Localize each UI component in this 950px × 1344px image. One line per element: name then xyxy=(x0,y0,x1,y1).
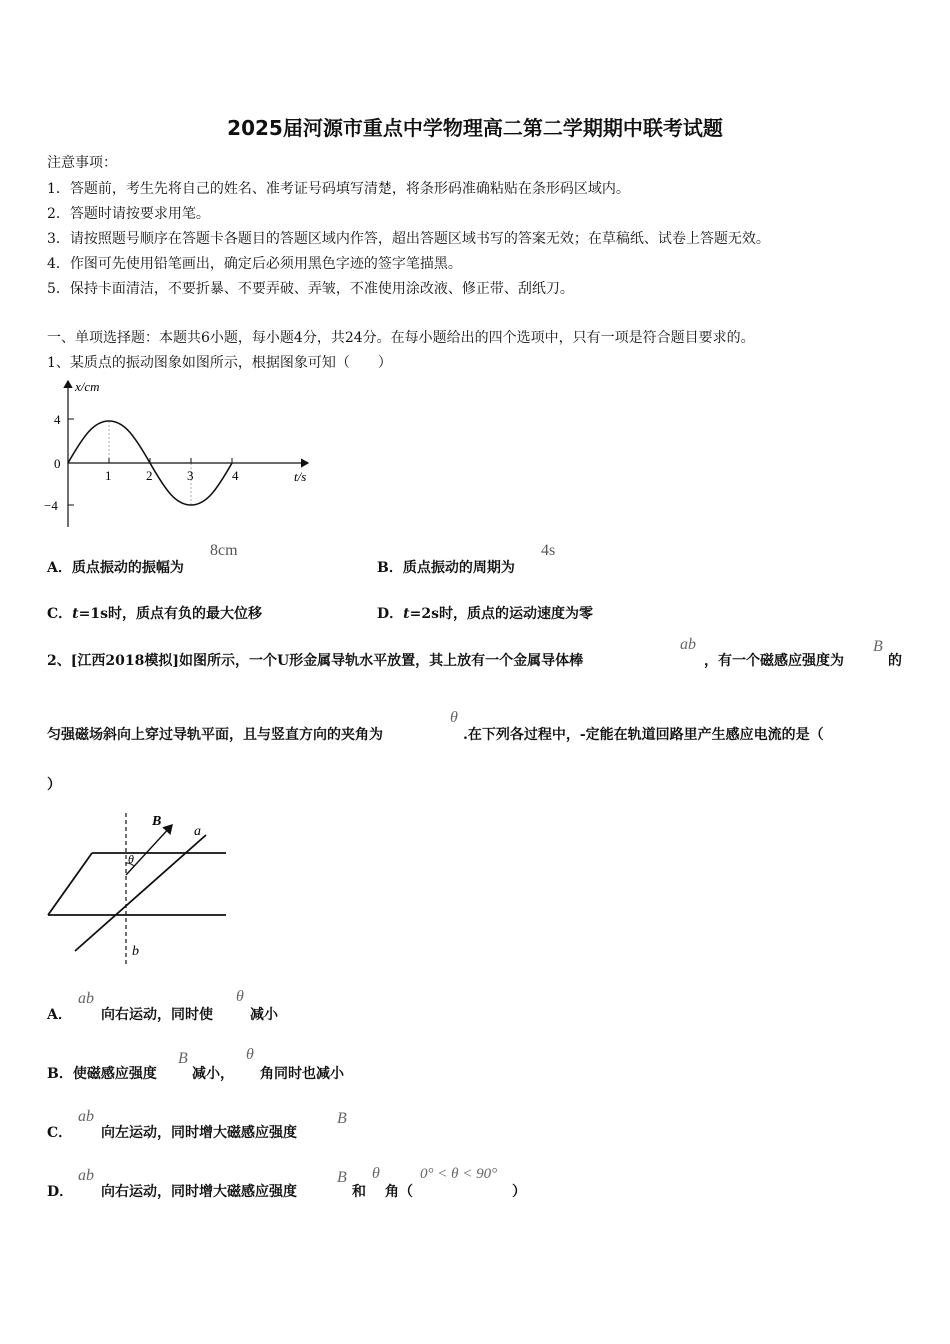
label-a: a xyxy=(194,824,201,839)
origin-label: 0 xyxy=(54,456,61,471)
x-tick-label-3: 3 xyxy=(187,468,194,483)
notice-item-2: 2．答题时请按要求用笔。 xyxy=(47,206,210,222)
page-title: 2025届河源市重点中学物理高二第二学期期中联考试题 xyxy=(227,116,723,140)
q2-option-d-range: 0° < θ < 90° xyxy=(420,1166,498,1182)
y-tick-label-neg4: −4 xyxy=(44,498,58,513)
q2-option-d-text1: 向右运动，同时增大磁感应强度 xyxy=(101,1184,297,1200)
q2-option-c-text1: 向左运动，同时增大磁感应强度 xyxy=(101,1125,297,1141)
q1-option-b: B．质点振动的周期为 xyxy=(377,560,515,576)
q2-stem-line1b: ，有一个磁感应强度为 xyxy=(704,653,844,669)
q2-option-b-theta: θ xyxy=(246,1046,254,1063)
q1-stem: 1、某质点的振动图象如图所示，根据图象可知（ ） xyxy=(47,355,392,371)
q2-sym-b: B xyxy=(873,638,883,655)
q2-option-a-text1: 向右运动，同时使 xyxy=(101,1007,213,1023)
notice-item-1: 1．答题前，考生先将自己的姓名、准考证号码填写清楚，将条形码准确粘贴在条形码区域内。 xyxy=(47,181,630,197)
notice-item-5: 5．保持卡面清洁，不要折暴、不要弄破、弄皱，不准使用涂改液、修正带、刮纸刀。 xyxy=(47,281,574,297)
q2-option-a-letter: A． xyxy=(47,1007,72,1023)
q1-option-b-value: 4s xyxy=(541,542,556,559)
q2-sym-ab: ab xyxy=(680,636,696,653)
q2-stem-line1c: 的 xyxy=(888,653,902,669)
q2-stem-line2a: 匀强磁场斜向上穿过导轨平面，且与竖直方向的夹角为 xyxy=(47,727,383,743)
y-tick-label-4: 4 xyxy=(54,412,61,427)
q2-option-d-text4: ） xyxy=(512,1184,526,1200)
q2-option-d-text3: 角（ xyxy=(385,1184,413,1200)
q2-stem-line3: ） xyxy=(47,777,61,793)
label-b-field: B xyxy=(152,814,162,829)
x-tick-label-4: 4 xyxy=(232,468,239,483)
q1-option-a: A．质点振动的振幅为 xyxy=(47,560,184,576)
q1-option-a-value: 8cm xyxy=(210,542,238,559)
q2-option-d-letter: D． xyxy=(47,1184,74,1200)
q2-option-c-b: B xyxy=(337,1110,347,1127)
y-axis-label: x/cm xyxy=(75,379,100,394)
q2-option-c-letter: C． xyxy=(47,1125,73,1141)
q2-option-d-theta: θ xyxy=(372,1165,380,1182)
field-b-arrow xyxy=(126,825,172,875)
q2-option-a-theta: θ xyxy=(236,988,244,1005)
q2-option-d-ab: ab xyxy=(78,1167,94,1184)
x-tick-label-2: 2 xyxy=(146,468,153,483)
q2-option-b-text1: 减小， xyxy=(192,1066,234,1082)
q2-stem-line2b: .在下列各过程中，-定能在轨道回路里产生感应电流的是（ xyxy=(463,727,824,743)
section1-heading: 一、单项选择题：本题共6小题，每小题4分，共24分。在每小题给出的四个选项中，只有一项是符合题目要求的。 xyxy=(47,330,755,346)
q2-option-b-text0: B．使磁感应强度 xyxy=(47,1066,157,1082)
q1-option-c: C．t=1s时，质点有负的最大位移 xyxy=(47,606,262,622)
q2-option-a-ab: ab xyxy=(78,990,94,1007)
q2-option-b-b: B xyxy=(178,1050,188,1067)
notice-heading: 注意事项： xyxy=(47,155,117,171)
x-axis-label: t/s xyxy=(294,469,307,484)
label-theta: θ xyxy=(128,852,134,866)
q2-option-d-b: B xyxy=(337,1169,347,1186)
rail-side xyxy=(48,853,92,915)
q2-option-c-ab: ab xyxy=(78,1108,94,1125)
q1-option-d: D．t=2s时，质点的运动速度为零 xyxy=(377,606,593,622)
notice-item-3: 3．请按照题号顺序在答题卡各题目的答题区域内作答，超出答题区域书写的答案无效；在草稿纸、试卷上答题无效。 xyxy=(47,231,770,247)
q2-option-a-text2: 减小 xyxy=(250,1007,278,1023)
label-b-end: b xyxy=(132,944,139,959)
q2-rail-figure xyxy=(40,805,240,970)
q1-vibration-graph xyxy=(40,375,320,535)
x-tick-label-1: 1 xyxy=(105,468,112,483)
q2-stem-line1a: 2、[江西2018模拟]如图所示，一个U形金属导轨水平放置，其上放有一个金属导体棒 xyxy=(47,653,584,669)
notice-item-4: 4．作图可先使用铅笔画出，确定后必须用黑色字迹的签字笔描黑。 xyxy=(47,256,462,272)
q2-sym-theta: θ xyxy=(450,709,458,726)
q2-option-b-text2: 角同时也减小 xyxy=(260,1066,344,1082)
q2-option-d-text2: 和 xyxy=(352,1184,366,1200)
